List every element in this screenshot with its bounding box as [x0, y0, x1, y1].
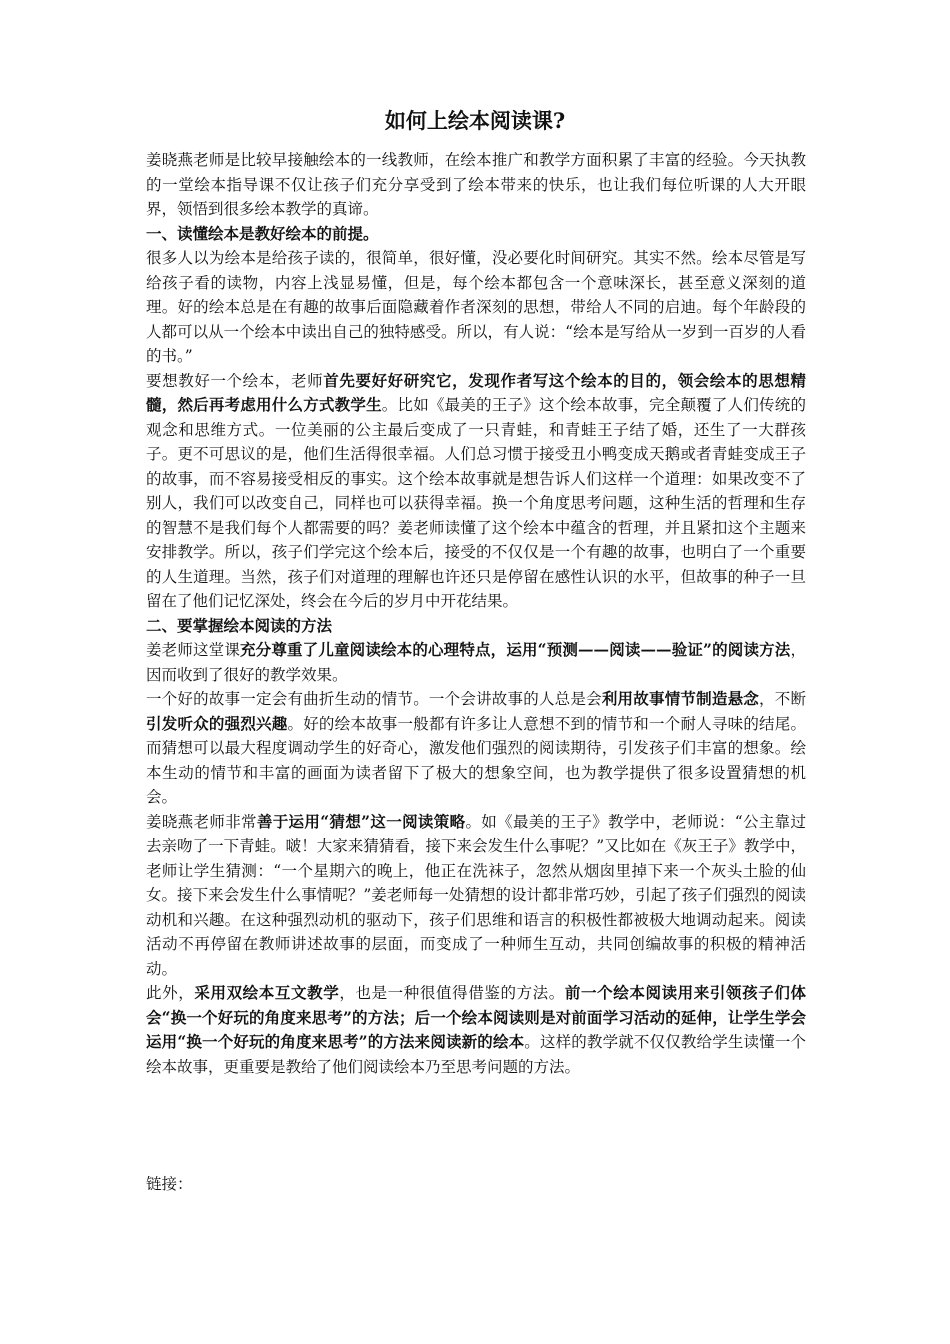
section2-paragraph-1: 姜老师这堂课充分尊重了儿童阅读绘本的心理特点，运用“预测——阅读——验证”的阅读方法，因而收到了很好的教学效果。 [146, 640, 806, 684]
document-body [146, 148, 806, 1079]
section1-paragraph-1: 很多人以为绘本是给孩子读的，很简单，很好懂，没必要化时间研究。其实不然。绘本尽管是写给孩子看的读物，内容上浅显易懂，但是，每个绘本都包含一个意味深长，甚至意义深刻的道理。好的绘本总是在有趣的故事后面隐藏着作者深刻的思想，带给人不同的启迪。每个年龄段的人都可以从一个绘本中读出自己的独特感受。所以，有人说：“绘本是写给从一岁到一百岁的人看的书。” [146, 249, 806, 365]
emphasis-text: 前一个绘本阅读用来引领孩子们体会“换一个好玩的角度来思考”的方法；后一个绘本阅读则是对前面学习活动的延伸，让学生学会运用“换一个好玩的角度来思考”的方法来阅读新的绘本 [146, 983, 806, 1051]
section2-heading: 二、要掌握绘本阅读的方法 [146, 615, 333, 635]
section1-paragraph-2: 要想教好一个绘本，老师首先要好好研究它，发现作者写这个绘本的目的，领会绘本的思想精髓，然后再考虑用什么方式教学生。比如《最美的王子》这个绘本故事，完全颠覆了人们传统的观念和思维方式。一位美丽的公主最后变成了一只青蛙，和青蛙王子结了婚，还生了一大群孩子。更不可思议的是，他们生活得很幸福。人们总习惯于接受丑小鸭变成天鹅或者青蛙变成王子的故事，而不容易接受相反的事实。这个绘本故事就是想告诉人们这样一个道理：如果改变不了别人，我们可以改变自己，同样也可以获得幸福。换一个角度思考问题，这种生活的哲理和生存的智慧不是我们每个人都需要的吗？姜老师读懂了这个绘本中蕴含的哲理，并且紧扣这个主题来安排教学。所以，孩子们学完这个绘本后，接受的不仅仅是一个有趣的故事，也明白了一个重要的人生道理。当然，孩子们对道理的理解也许还只是停留在感性认识的水平，但故事的种子一旦留在了他们记忆深处，终会在今后的岁月中开花结果。 [146, 370, 806, 610]
section1-heading: 一、读懂绘本是教好绘本的前提。 [146, 223, 379, 243]
emphasis-text: 善于运用“猜想”这一阅读策略 [256, 811, 466, 831]
emphasis-text: 利用故事情节制造悬念 [601, 689, 760, 708]
section2-paragraph-2: 一个好的故事一定会有曲折生动的情节。一个会讲故事的人总是会利用故事情节制造悬念，不断引发听众的强烈兴趣。好的绘本故事一般都有许多让人意想不到的情节和一个耐人寻味的结尾。而猜想可以最大程度调动学生的好奇心，激发他们强烈的阅读期待，引发孩子们丰富的想象。绘本生动的情节和丰富的画面为读者留下了极大的想象空间，也为教学提供了很多设置猜想的机会。 [146, 689, 806, 806]
document-title: 如何上绘本阅读课? [384, 108, 566, 133]
link-label: 链接： [146, 1175, 193, 1193]
emphasis-text: 首先要好好研究它，发现作者写这个绘本的目的，领会绘本的思想精髓，然后再考虑用什么方式教学生 [146, 370, 806, 414]
section2-paragraph-3: 姜晓燕老师非常善于运用“猜想”这一阅读策略。如《最美的王子》教学中，老师说：“公主靠过去亲吻了一下青蛙。啵！大家来猜猜看，接下来会发生什么事呢？”又比如在《灰王子》教学中，老师让学生猜测：“一个星期六的晚上，他正在洗袜子，忽然从烟囱里掉下来一个灰头土脸的仙女。接下来会发生什么事情呢？”姜老师每一处猜想的设计都非常巧妙，引起了孩子们强烈的阅读动机和兴趣。在这种强烈动机的驱动下，孩子们思维和语言的积极性都被极大地调动起来。阅读活动不再停留在教师讲述故事的层面，而变成了一种师生互动，共同创编故事的积极的精神活动。 [146, 811, 806, 978]
section2-paragraph-4: 此外，采用双绘本互文教学，也是一种很值得借鉴的方法。前一个绘本阅读用来引领孩子们体会“换一个好玩的角度来思考”的方法；后一个绘本阅读则是对前面学习活动的延伸，让学生学会运用“换一个好玩的角度来思考”的方法来阅读新的绘本。这样的教学就不仅仅教给学生读懂一个绘本故事，更重要是教给了他们阅读绘本乃至思考问题的方法。 [146, 983, 806, 1076]
intro-paragraph: 姜晓燕老师是比较早接触绘本的一线教师，在绘本推广和教学方面积累了丰富的经验。今天执教的一堂绘本指导课不仅让孩子们充分享受到了绘本带来的快乐，也让我们每位听课的人大开眼界，领悟到很多绘本教学的真谛。 [146, 151, 806, 218]
emphasis-text: 充分尊重了儿童阅读绘本的心理特点，运用“预测——阅读——验证”的阅读方法 [240, 640, 791, 659]
emphasis-text: 引发听众的强烈兴趣 [146, 713, 288, 733]
emphasis-text: 采用双绘本互文教学 [194, 983, 340, 1002]
